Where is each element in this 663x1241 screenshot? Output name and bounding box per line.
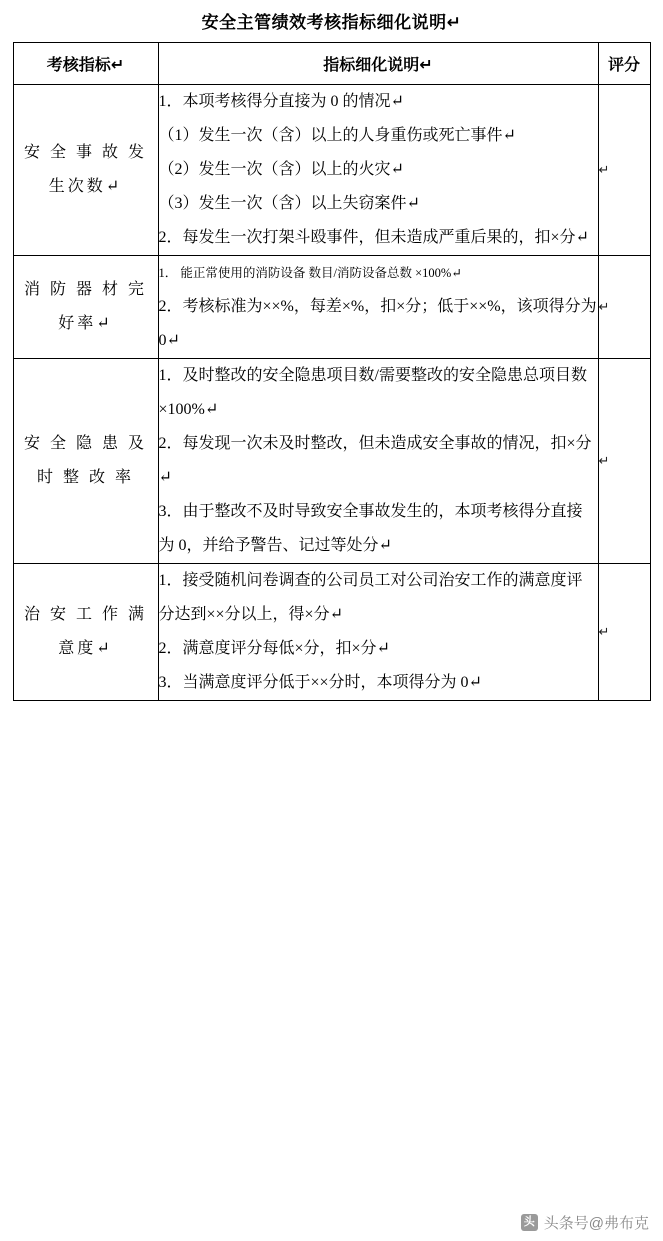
table-row bbox=[13, 359, 650, 564]
detail-line: 2．满意度评分每低×分，扣×分↵ bbox=[158, 640, 390, 657]
indicator-cell bbox=[13, 564, 158, 701]
table-header-row bbox=[13, 43, 650, 85]
detail-line: 3．由于整改不及时导致安全事故发生的，本项考核得分直接为 0，并给予警告、记过等处分↵ bbox=[158, 503, 583, 554]
indicator-line: 治 安 工 作 满 bbox=[23, 606, 147, 623]
indicator-cell bbox=[13, 85, 158, 256]
table-row bbox=[13, 564, 650, 701]
indicator-line: 安 全 隐 患 及 bbox=[23, 435, 147, 452]
detail-line: （2）发生一次（含）以上的火灾↵ bbox=[158, 161, 404, 178]
header-indicator: 考核指标↵ bbox=[13, 43, 158, 85]
indicator-cell bbox=[13, 256, 158, 359]
indicator-line: 时 整 改 率 bbox=[36, 469, 134, 486]
indicator-line: 意度↵ bbox=[58, 640, 113, 657]
kpi-table bbox=[13, 42, 651, 701]
indicator-line: 安 全 事 故 发 bbox=[23, 144, 147, 161]
detail-line: （1）发生一次（含）以上的人身重伤或死亡事件↵ bbox=[158, 127, 516, 144]
indicator-line: 好率↵ bbox=[58, 315, 113, 332]
page-title: 安全主管绩效考核指标细化说明↵ bbox=[201, 13, 462, 32]
detail-line-formula: 1． 能正常使用的消防设备 数目/消防设备总数 ×100%↵ bbox=[158, 266, 462, 280]
score-cell[interactable]: ↵ bbox=[598, 564, 650, 701]
table-row bbox=[13, 85, 650, 256]
detail-cell bbox=[158, 256, 598, 359]
indicator-line: 生次数↵ bbox=[48, 178, 123, 195]
detail-line: 2．每发现一次未及时整改，但未造成安全事故的情况，扣×分↵ bbox=[158, 435, 592, 486]
indicator-cell bbox=[13, 359, 158, 564]
watermark-logo-icon: 头 bbox=[521, 1214, 538, 1231]
watermark-text: 头条号@弗布克 bbox=[543, 1215, 649, 1232]
detail-line: 1．本项考核得分直接为 0 的情况↵ bbox=[158, 93, 404, 110]
header-detail: 指标细化说明↵ bbox=[158, 43, 598, 85]
detail-line: 2．考核标准为××%，每差×%，扣×分；低于××%，该项得分为 0↵ bbox=[158, 298, 597, 349]
header-score: 评分 bbox=[598, 43, 650, 85]
detail-cell bbox=[158, 359, 598, 564]
detail-line: 2．每发生一次打架斗殴事件，但未造成严重后果的，扣×分↵ bbox=[158, 229, 589, 246]
score-cell[interactable]: ↵ bbox=[598, 256, 650, 359]
score-cell[interactable]: ↵ bbox=[598, 85, 650, 256]
score-cell[interactable]: ↵ bbox=[598, 359, 650, 564]
detail-line: 3．当满意度评分低于××分时，本项得分为 0↵ bbox=[158, 674, 482, 691]
detail-line: 1．接受随机问卷调查的公司员工对公司治安工作的满意度评分达到××分以上，得×分↵ bbox=[158, 572, 583, 623]
detail-line: （3）发生一次（含）以上失窃案件↵ bbox=[158, 195, 420, 212]
watermark bbox=[521, 1212, 649, 1233]
indicator-line: 消 防 器 材 完 bbox=[23, 281, 147, 298]
detail-cell bbox=[158, 564, 598, 701]
detail-line: 1．及时整改的安全隐患项目数/需要整改的安全隐患总项目数×100%↵ bbox=[158, 367, 587, 418]
table-row bbox=[13, 256, 650, 359]
detail-cell bbox=[158, 85, 598, 256]
